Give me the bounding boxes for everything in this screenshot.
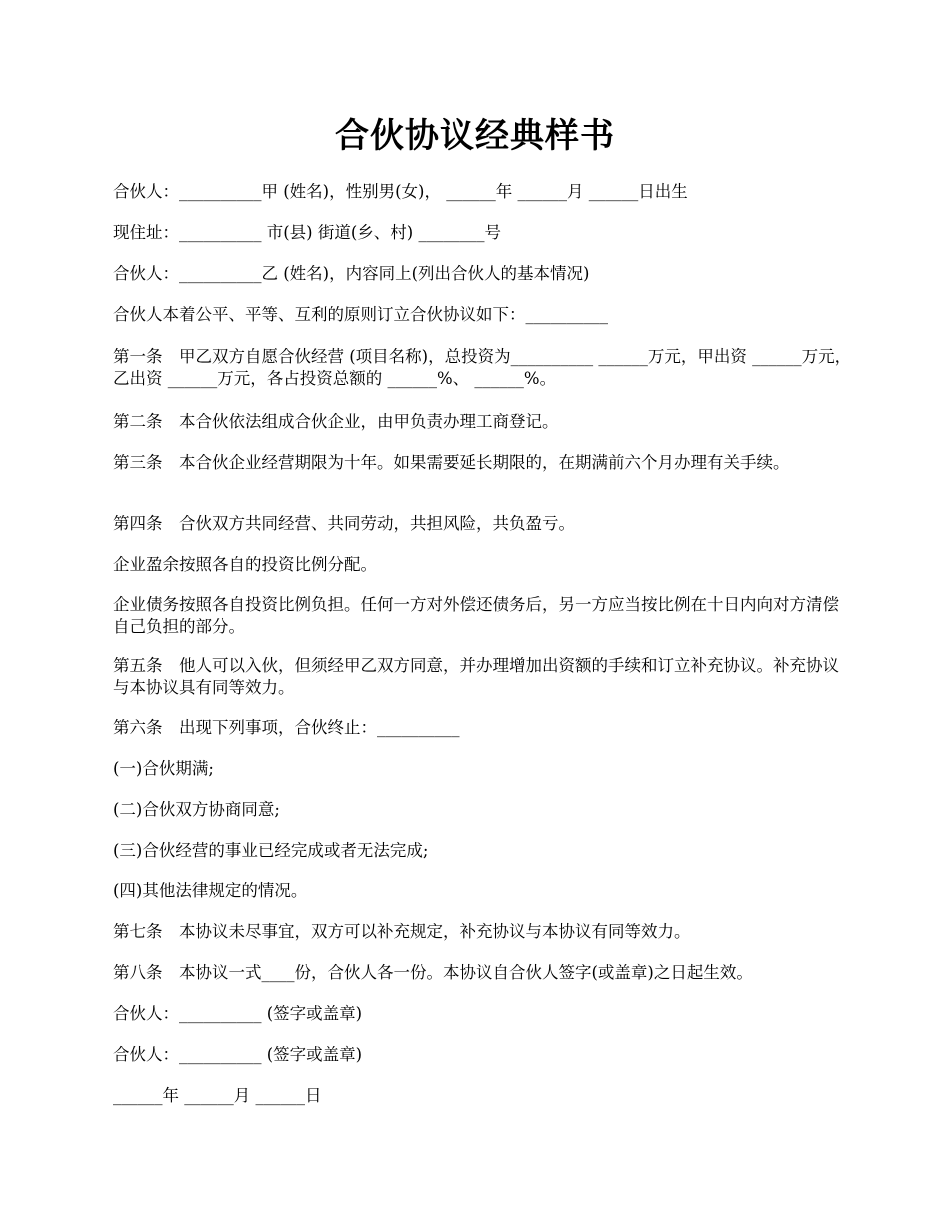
article-5: 第五条 他人可以入伙，但须经甲乙双方同意，并办理增加出资额的手续和订立补充协议。补充协议与本协议具有同等效力。 (113, 656, 839, 697)
article-2: 第二条 本合伙依法组成合伙企业，由甲负责办理工商登记。 (113, 412, 559, 431)
signature-partner-b: 合伙人：__________ (签字或盖章) (113, 1045, 363, 1064)
partner-b-info: 合伙人：__________乙 (姓名)，内容同上(列出合伙人的基本情况) (113, 264, 590, 283)
article-6-item-3: (三)合伙经营的事业已经完成或者无法完成; (113, 841, 429, 860)
article-7: 第七条 本协议未尽事宜，双方可以补充规定，补充协议与本协议有同等效力。 (113, 922, 691, 941)
article-8: 第八条 本协议一式____份，合伙人各一份。本协议自合伙人签字(或盖章)之日起生效。 (113, 963, 753, 982)
document-title: 合伙协议经典样书 (335, 116, 615, 156)
partner-a-address: 现住址：__________ 市(县) 街道(乡、村) ________号 (113, 223, 501, 242)
signature-date: ______年 ______月 ______日 (113, 1086, 322, 1105)
article-4: 第四条 合伙双方共同经营、共同劳动，共担风险，共负盈亏。 (113, 514, 575, 533)
article-4-debt: 企业债务按照各自投资比例负担。任何一方对外偿还债务后，另一方应当按比例在十日内向对方清偿自己负担的部分。 (113, 595, 839, 636)
article-6-item-4: (四)其他法律规定的情况。 (113, 881, 308, 900)
article-6-item-1: (一)合伙期满; (113, 759, 214, 778)
article-1: 第一条 甲乙双方自愿合伙经营 (项目名称)，总投资为__________ ______万元，甲出资 ______万元，乙出资 ______万元，各占投资总额的 ______%、 ______%。 (113, 347, 852, 388)
agreement-preamble: 合伙人本着公平、平等、互利的原则订立合伙协议如下：__________ (113, 305, 608, 324)
signature-partner-a: 合伙人：__________ (签字或盖章) (113, 1004, 363, 1023)
partner-a-info: 合伙人：__________甲 (姓名)，性别男(女)， ______年 ______月 ______日出生 (113, 182, 688, 201)
article-6: 第六条 出现下列事项，合伙终止：__________ (113, 718, 460, 737)
article-3: 第三条 本合伙企业经营期限为十年。如果需要延长期限的，在期满前六个月办理有关手续。 (113, 453, 790, 472)
article-6-item-2: (二)合伙双方协商同意; (113, 800, 280, 819)
article-4-profit: 企业盈余按照各自的投资比例分配。 (113, 555, 377, 574)
